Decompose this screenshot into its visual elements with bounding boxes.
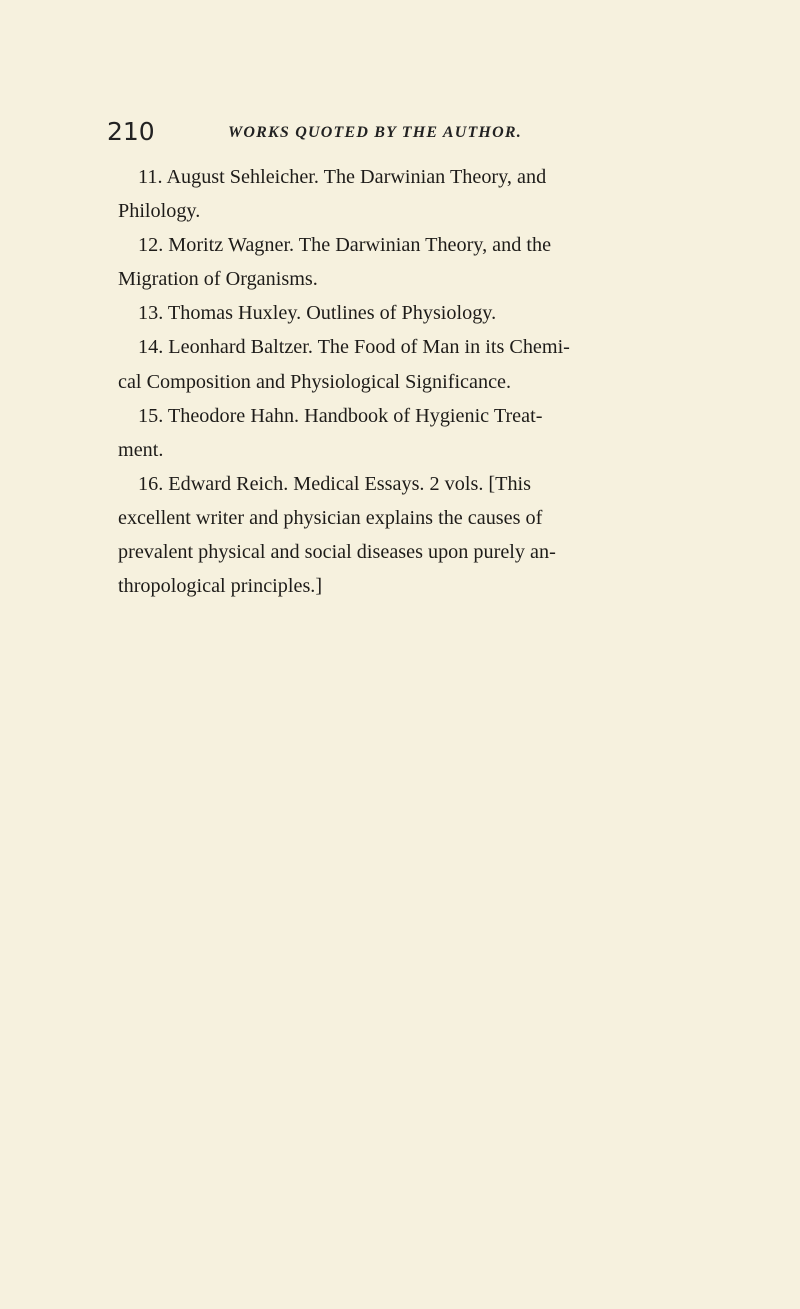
entry-text: Thomas Huxley. Outlines of Physiology. — [167, 302, 497, 325]
entry-text: August Sehleicher. The Darwinian Theory, and — [166, 166, 547, 188]
bibliography-entry-15 — [118, 399, 734, 467]
entry-continuation-line: cal Composition and Physiological Significance. — [118, 370, 512, 393]
entry-first-line — [138, 399, 734, 433]
entry-number: 15. — [138, 404, 164, 427]
entry-first-line — [138, 467, 734, 501]
entry-text: Leonhard Baltzer. The Food of Man in its Chemi- — [168, 336, 570, 359]
page-number: 210 — [107, 117, 155, 146]
entry-first-line — [138, 228, 734, 262]
entry-continuation-line: excellent writer and physician explains the causes of — [118, 506, 543, 529]
bibliography-entry-16 — [118, 467, 734, 603]
bibliography-entry-14 — [118, 330, 734, 398]
entry-number: 12. — [138, 234, 164, 257]
entry-continuation-line: thropological principles.] — [118, 575, 323, 598]
entry-first-line — [138, 330, 734, 364]
running-title: WORKS QUOTED BY THE AUTHOR. — [228, 124, 522, 141]
entry-first-line — [138, 160, 734, 194]
entry-number: 16. — [138, 472, 164, 495]
entry-text: Moritz Wagner. The Darwinian Theory, and the — [168, 234, 552, 257]
entry-continuation-line: ment. — [118, 438, 164, 461]
bibliography-entry-12 — [118, 228, 734, 296]
entry-continuation-line: Philology. — [118, 200, 201, 223]
entry-number: 13. — [138, 302, 164, 325]
entry-continuation-line: Migration of Organisms. — [118, 268, 318, 291]
entry-number: 14. — [138, 336, 164, 359]
bibliography-list — [118, 160, 734, 603]
entry-number: 11. — [138, 166, 163, 188]
bibliography-entry-13 — [138, 296, 734, 330]
entry-first-line — [138, 296, 734, 330]
bibliography-entry-11 — [118, 160, 734, 228]
entry-text: Edward Reich. Medical Essays. 2 vols. [This — [168, 472, 532, 495]
entry-text: Theodore Hahn. Handbook of Hygienic Treat- — [167, 404, 543, 427]
running-head — [107, 117, 707, 151]
entry-continuation-line: prevalent physical and social diseases upon purely an- — [118, 541, 556, 564]
